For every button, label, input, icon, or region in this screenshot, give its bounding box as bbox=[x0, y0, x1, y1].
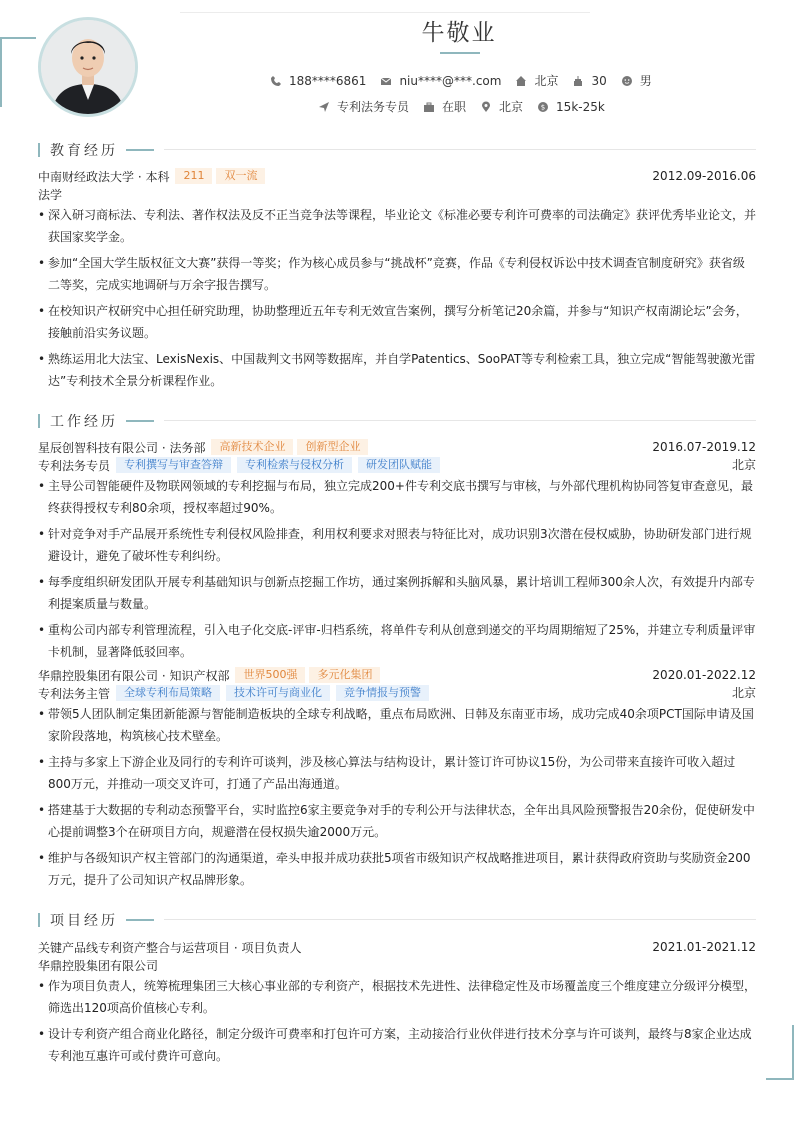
company-row bbox=[38, 666, 756, 684]
city-item bbox=[515, 72, 558, 89]
gender: 男 bbox=[639, 74, 652, 88]
contact-info-row bbox=[270, 72, 666, 89]
school-name: 中南财经政法大学 · 本科 bbox=[38, 169, 170, 184]
list-item: • 重构公司内部专利管理流程，引入电子化交底-评审-归档系统，将单件专利从创意到递交的平均周期缩短了25%，并建立专利质量评审卡机制，显著降低驳回率。 bbox=[38, 619, 756, 663]
major: 法学 bbox=[38, 187, 63, 202]
status-item bbox=[423, 98, 466, 115]
section-header bbox=[38, 140, 756, 160]
list-item: • 针对竞争对手产品展开系统性专利侵权风险排查，利用权利要求对照表与特征比对，成功识别3次潜在侵权威胁，协助研发部门进行规避设计，避免了破坏性专利纠纷。 bbox=[38, 523, 756, 567]
company-name: 星辰创智科技有限公司 · 法务部 bbox=[38, 440, 206, 455]
project-bullets bbox=[38, 975, 756, 1067]
role-title: 专利法务专员 bbox=[38, 458, 111, 473]
role-title: 专利法务主管 bbox=[38, 686, 111, 701]
job-intention-row bbox=[318, 98, 619, 115]
current-city: 北京 bbox=[534, 74, 559, 88]
company-tag: 创新型企业 bbox=[297, 439, 368, 455]
section-header bbox=[38, 411, 756, 431]
list-item: • 维护与各级知识产权主管部门的沟通渠道，牵头申报并成功获批5项省市级知识产权战略推进项目，累计获得政府资助与奖励资金200万元，提升了公司知识产权品牌形象。 bbox=[38, 847, 756, 891]
list-item: • 每季度组织研发团队开展专利基础知识与创新点挖掘工作坊，通过案例拆解和头脑风暴，累计培训工程师300余人次，有效提升内部专利提案质量与数量。 bbox=[38, 571, 756, 615]
company-tag: 高新技术企业 bbox=[211, 439, 293, 455]
company-tag: 多元化集团 bbox=[309, 667, 380, 683]
school-tag: 双一流 bbox=[216, 168, 265, 184]
education-section bbox=[38, 140, 756, 396]
project-company-row bbox=[38, 956, 756, 974]
list-item: • 作为项目负责人，统筹梳理集团三大核心事业部的专利资产，根据技术先进性、法律稳定性及市场覆盖度三个维度建立分级评分模型，筛选出120项高价值核心专利。 bbox=[38, 975, 756, 1019]
work-city: 北京 bbox=[731, 686, 756, 700]
phone-number: 188****6861 bbox=[289, 73, 367, 88]
work-city: 北京 bbox=[731, 458, 756, 472]
project-header-row bbox=[38, 938, 756, 956]
send-icon bbox=[318, 101, 330, 113]
project-company: 华鼎控股集团有限公司 bbox=[38, 958, 159, 973]
section-title: 项目经历 bbox=[50, 913, 118, 929]
work-section bbox=[38, 411, 756, 895]
section-title: 教育经历 bbox=[50, 143, 118, 159]
top-divider bbox=[180, 12, 590, 13]
expected-salary: 15k-25k bbox=[556, 99, 605, 114]
target-city-item bbox=[480, 98, 523, 115]
svg-text:$: $ bbox=[540, 103, 546, 111]
list-item: • 搭建基于大数据的专利动态预警平台，实时监控6家主要竞争对手的专利公开与法律状态，全年出具风险预警报告20余份，促使研发中心提前调整3个在研项目方向，规避潜在侵权损失逾2000万元。 bbox=[38, 799, 756, 843]
money-icon bbox=[537, 101, 549, 113]
role-tag: 竞争情报与预警 bbox=[336, 685, 429, 701]
role-row bbox=[38, 684, 756, 702]
job-status: 在职 bbox=[442, 100, 467, 114]
project-section bbox=[38, 910, 756, 1071]
list-item: • 主持与多家上下游企业及同行的专利许可谈判，涉及核心算法与结构设计，累计签订许可协议15份，为公司带来直接许可收入超过800万元，并推动一项交叉许可，打通了产品出海通道。 bbox=[38, 751, 756, 795]
phone-item bbox=[270, 74, 366, 88]
company-tag: 世界500强 bbox=[235, 667, 305, 683]
education-date: 2012.09-2016.06 bbox=[652, 169, 756, 183]
work-bullets bbox=[38, 475, 756, 663]
work-date: 2020.01-2022.12 bbox=[652, 668, 756, 682]
list-item: • 参加“全国大学生版权征文大赛”获得一等奖；作为核心成员参与“挑战杯”竞赛，作品《专利侵权诉讼中技术调查官制度研究》获省级二等奖，完成实地调研与万余字报告撰写。 bbox=[38, 252, 756, 296]
list-item: • 深入研习商标法、专利法、著作权法及反不正当竞争法等课程，毕业论文《标准必要专利许可费率的司法确定》获评优秀毕业论文，并获国家奖学金。 bbox=[38, 204, 756, 248]
gender-item bbox=[621, 72, 652, 89]
project-name: 关键产品线专利资产整合与运营项目 · 项目负责人 bbox=[38, 940, 302, 955]
work-bullets bbox=[38, 703, 756, 891]
age: 30 bbox=[591, 73, 607, 88]
school-tag: 211 bbox=[175, 168, 212, 184]
target-position: 专利法务专员 bbox=[337, 100, 410, 114]
project-date: 2021.01-2021.12 bbox=[652, 940, 756, 954]
role-row bbox=[38, 456, 756, 474]
phone-icon bbox=[270, 75, 282, 87]
email-address: niu****@***.com bbox=[399, 73, 502, 88]
section-title: 工作经历 bbox=[50, 414, 118, 430]
target-city: 北京 bbox=[499, 100, 524, 114]
role-tag: 研发团队赋能 bbox=[358, 457, 440, 473]
cake-icon bbox=[572, 75, 584, 87]
name-underline bbox=[440, 52, 480, 54]
list-item: • 带领5人团队制定集团新能源与智能制造板块的全球专利战略，重点布局欧洲、日韩及东南亚市场，成功完成40余项PCT国际申请及国家阶段落地，构筑核心技术壁垒。 bbox=[38, 703, 756, 747]
candidate-name: 牛敬业 bbox=[421, 20, 497, 46]
position-item bbox=[318, 98, 409, 115]
salary-item bbox=[537, 100, 605, 114]
major-row bbox=[38, 185, 756, 203]
briefcase-icon bbox=[423, 101, 435, 113]
role-tag: 专利检索与侵权分析 bbox=[237, 457, 352, 473]
list-item: • 设计专利资产组合商业化路径，制定分级许可费率和打包许可方案，主动接洽行业伙伴进行技术分享与许可谈判，最终与8家企业达成专利池互惠许可或付费许可意向。 bbox=[38, 1023, 756, 1067]
work-date: 2016.07-2019.12 bbox=[652, 440, 756, 454]
corner-decoration-bottom-right bbox=[766, 1078, 794, 1080]
email-icon bbox=[380, 75, 392, 87]
work-entry bbox=[38, 438, 756, 663]
email-item bbox=[380, 74, 501, 88]
role-tag: 全球专利布局策略 bbox=[116, 685, 220, 701]
company-name: 华鼎控股集团有限公司 · 知识产权部 bbox=[38, 668, 230, 683]
company-row bbox=[38, 438, 756, 456]
list-item: • 主导公司智能硬件及物联网领域的专利挖掘与布局，独立完成200+件专利交底书撰写与审核，与外部代理机构协同答复审查意见，最终获得授权专利80余项，授权率超过90%。 bbox=[38, 475, 756, 519]
section-header bbox=[38, 910, 756, 930]
smiley-icon bbox=[621, 75, 633, 87]
list-item: • 熟练运用北大法宝、LexisNexis、中国裁判文书网等数据库，并自学Patentics、SooPAT等专利检索工具，独立完成“智能驾驶激光雷达”专利技术全景分析课程作业。 bbox=[38, 348, 756, 392]
role-tag: 专利撰写与审查答辩 bbox=[116, 457, 231, 473]
list-item: • 在校知识产权研究中心担任研究助理，协助整理近五年专利无效宣告案例，撰写分析笔记20余篇，并参与“知识产权南湖论坛”会务，接触前沿实务议题。 bbox=[38, 300, 756, 344]
work-entry bbox=[38, 666, 756, 891]
location-pin-icon bbox=[480, 101, 492, 113]
age-item bbox=[572, 74, 606, 88]
education-header-row bbox=[38, 167, 756, 185]
corner-decoration-top-left-vertical bbox=[0, 37, 2, 107]
home-icon bbox=[515, 75, 527, 87]
education-bullets bbox=[38, 204, 756, 392]
role-tag: 技术许可与商业化 bbox=[226, 685, 330, 701]
